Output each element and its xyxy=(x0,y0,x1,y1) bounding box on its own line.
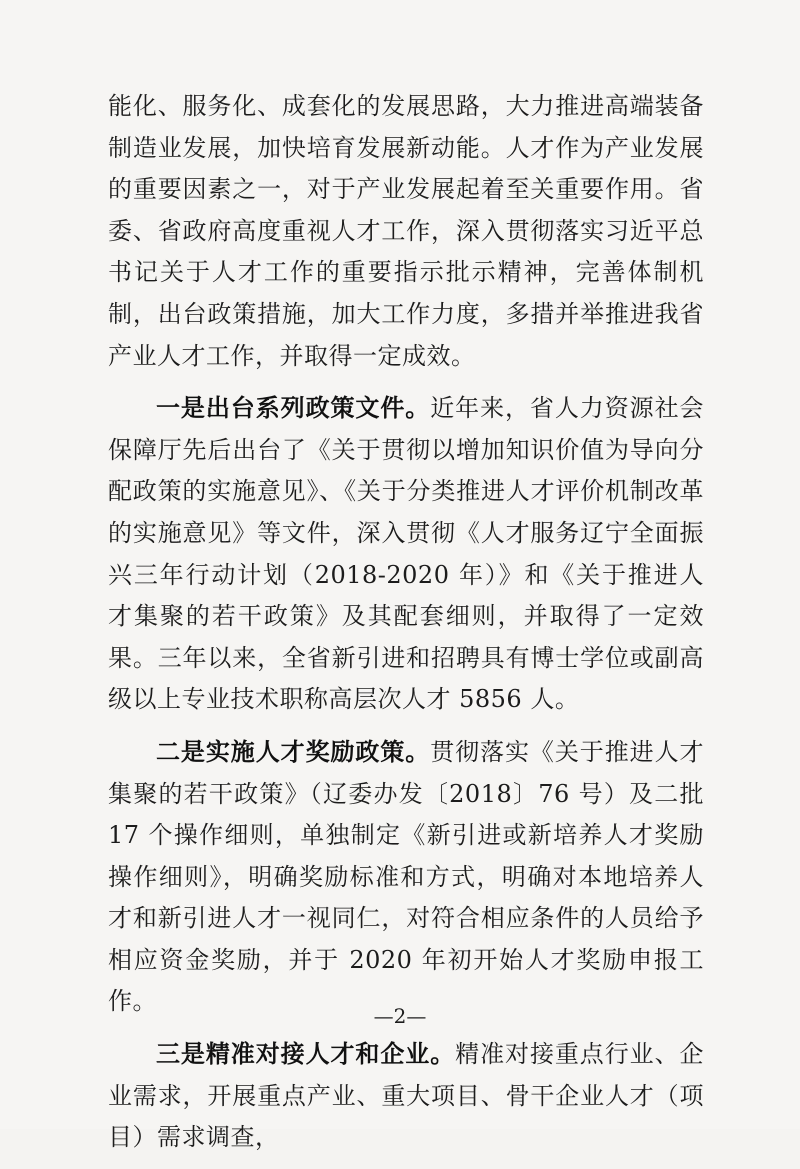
paragraph-policy-documents xyxy=(108,387,704,721)
paragraph-intro xyxy=(108,86,704,377)
paragraph-lead: 二是实施人才奖励政策。 xyxy=(156,736,431,766)
paragraph-text: 贯彻落实《关于推进人才集聚的若干政策》（辽委办发〔2018〕76 号）及二批 17 个操作细则，单独制定《新引进或新培养人才奖励操作细则》，明确奖励标准和方式，明确对本地培养人才和新引进人才一视同仁，对符合相应条件的人员给予相应资金奖励，并于 2020 年初开始人才奖励申报工作。 xyxy=(108,737,705,1016)
paragraph-talent-matching xyxy=(108,1033,704,1159)
paragraph-talent-rewards xyxy=(108,731,704,1023)
paragraph-lead: 三是精准对接人才和企业。 xyxy=(156,1039,456,1069)
paragraph-text: 能化、服务化、成套化的发展思路，大力推进高端装备制造业发展，加快培育发展新动能。人才作为产业发展的重要因素之一，对于产业发展起着至关重要作用。省委、省政府高度重视人才工作，深入贯彻落实习近平总书记关于人才工作的重要指示批示精神，完善体制机制，出台政策措施，加大工作力度，多措并举推进我省产业人才工作，并取得一定成效。 xyxy=(108,92,704,370)
paragraph-text: 近年来，省人力资源社会保障厅先后出台了《关于贯彻以增加知识价值为导向分配政策的实施意见》、《关于分类推进人才评价机制改革的实施意见》等文件，深入贯彻《人才服务辽宁全面振兴三年行动计划（2018-2020 年）》和《关于推进人才集聚的若干政策》及其配套细则，并取得了一定效果。三年以来，全省新引进和招聘具有博士学位或副高级以上专业技术职称高层次人才 5856 人。 xyxy=(108,394,705,714)
page-number: —2— xyxy=(373,1004,427,1028)
paragraph-text: 精准对接重点行业、企业需求，开展重点产业、重大项目、骨干企业人才（项目）需求调查， xyxy=(108,1040,705,1152)
paragraph-lead: 一是出台系列政策文件。 xyxy=(156,393,431,423)
